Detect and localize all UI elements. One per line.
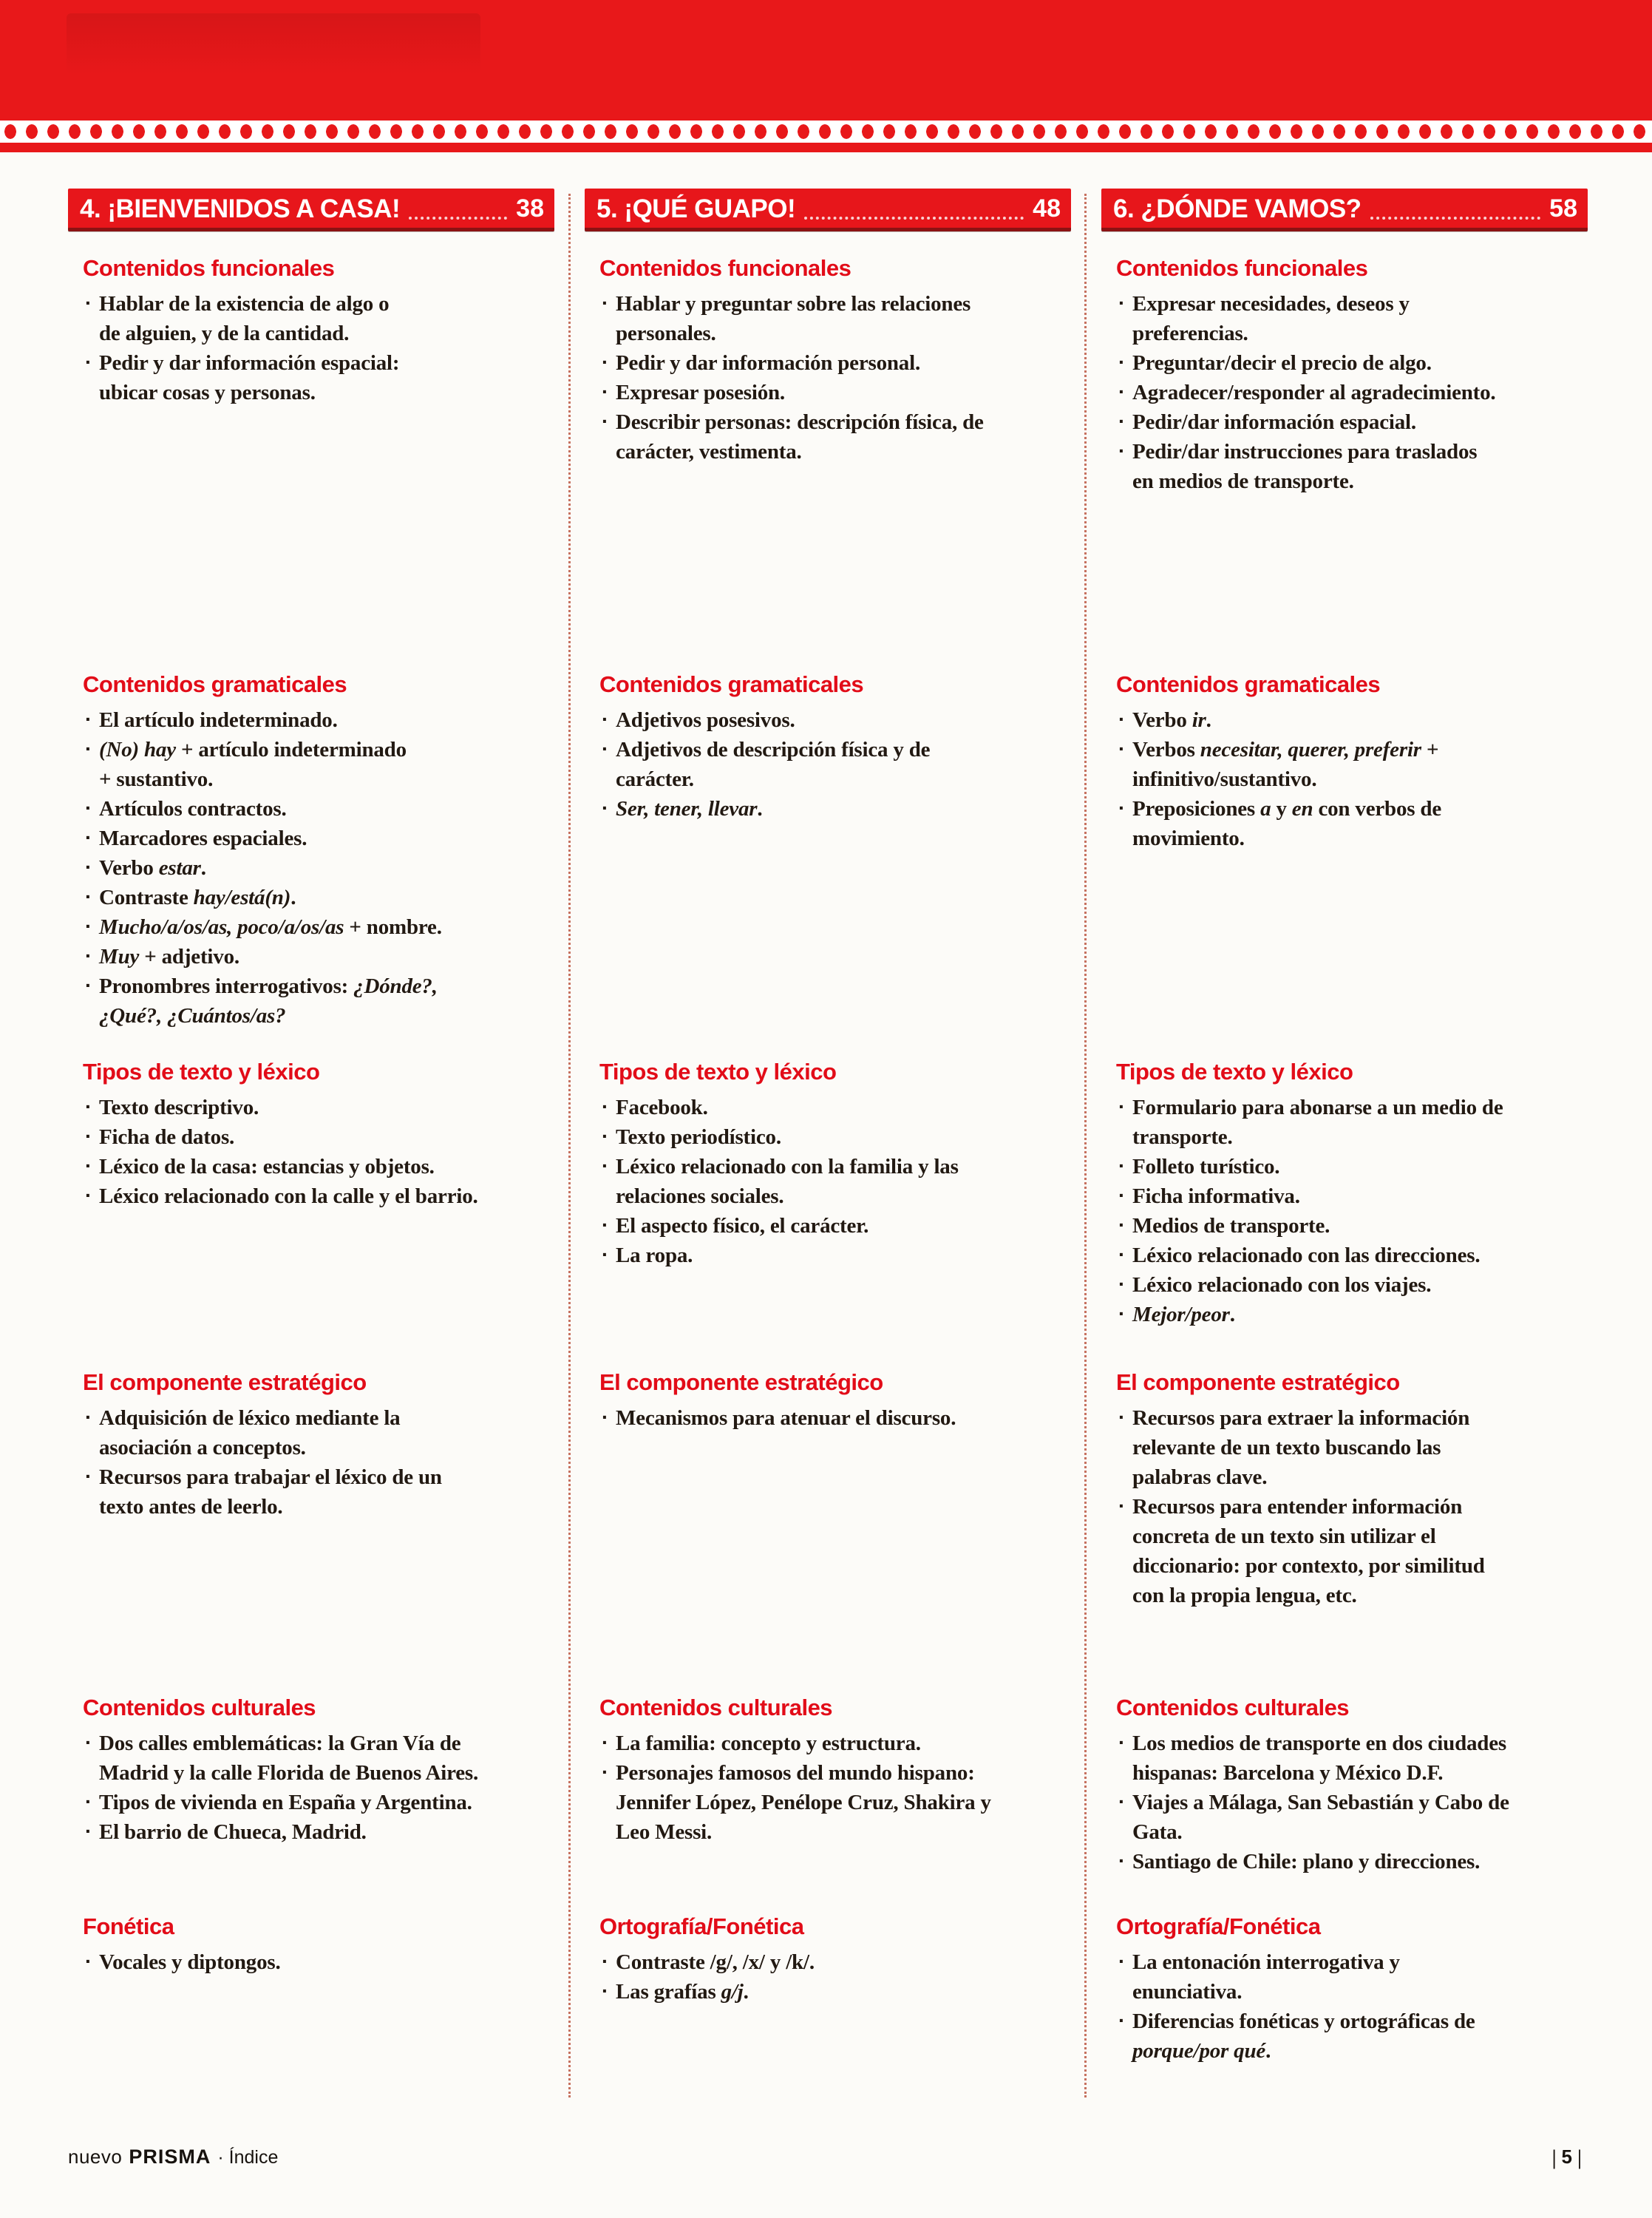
list-item: · Personajes famosos del mundo hispano: Jennifer López, Penélope Cruz, Shakira y Leo Messi. xyxy=(599,1758,1071,1847)
list-item: · Artículos contractos. xyxy=(83,794,554,824)
content-list xyxy=(1116,705,1588,853)
section-heading: Contenidos culturales xyxy=(83,1695,316,1720)
section-funcionales xyxy=(68,255,554,671)
unit-page-number: 38 xyxy=(516,194,544,223)
list-item: · Hablar de la existencia de algo o de alguien, y de la cantidad. xyxy=(83,289,554,348)
list-item: · Describir personas: descripción física, de carácter, vestimenta. xyxy=(599,407,1071,467)
section-heading: Contenidos culturales xyxy=(599,1695,833,1720)
list-item: · El aspecto físico, el carácter. xyxy=(599,1211,1071,1241)
list-item: · Recursos para extraer la información relevante de un texto buscando las palabras clave. xyxy=(1116,1403,1588,1492)
section-fonetica xyxy=(68,1913,554,2098)
content-list xyxy=(1116,1403,1588,1610)
section-estrategico xyxy=(585,1369,1071,1695)
content-list xyxy=(1116,1947,1588,2066)
list-item: · Recursos para trabajar el léxico de un texto antes de leerlo. xyxy=(83,1462,554,1522)
list-item: · Mejor/peor. xyxy=(1116,1300,1588,1329)
list-item: · Léxico relacionado con las direcciones. xyxy=(1116,1241,1588,1270)
list-item: · Verbos necesitar, querer, preferir + infinitivo/sustantivo. xyxy=(1116,735,1588,794)
section-heading: El componente estratégico xyxy=(599,1369,883,1395)
list-item: · Viajes a Málaga, San Sebastián y Cabo de Gata. xyxy=(1116,1788,1588,1847)
section-gramaticales xyxy=(585,671,1071,1059)
section-ortografia-fonetica xyxy=(1101,1913,1588,2098)
list-item: · Adquisición de léxico mediante la asociación a conceptos. xyxy=(83,1403,554,1462)
list-item: · Mucho/a/os/as, poco/a/os/as + nombre. xyxy=(83,912,554,942)
units-columns xyxy=(68,189,1588,2098)
section-tipos-texto xyxy=(1101,1059,1588,1369)
list-item: · Adjetivos de descripción física y de carácter. xyxy=(599,735,1071,794)
list-item: · Muy + adjetivo. xyxy=(83,942,554,971)
content-list xyxy=(599,289,1071,467)
unit-column-6 xyxy=(1101,189,1588,2098)
list-item: · Expresar necesidades, deseos y preferencias. xyxy=(1116,289,1588,348)
unit-header xyxy=(585,189,1071,231)
content-list xyxy=(599,1403,1071,1433)
section-culturales xyxy=(1101,1695,1588,1913)
list-item: · El artículo indeterminado. xyxy=(83,705,554,735)
list-item: · Verbo estar. xyxy=(83,853,554,883)
content-list xyxy=(83,705,554,1031)
content-list xyxy=(83,1947,554,1977)
list-item: · Léxico relacionado con la familia y las relaciones sociales. xyxy=(599,1152,1071,1211)
list-item: · Santiago de Chile: plano y direcciones. xyxy=(1116,1847,1588,1876)
list-item: · La familia: concepto y estructura. xyxy=(599,1729,1071,1758)
section-heading: Contenidos gramaticales xyxy=(1116,671,1381,697)
section-heading: Tipos de texto y léxico xyxy=(599,1059,837,1085)
section-heading: El componente estratégico xyxy=(83,1369,367,1395)
list-item: · El barrio de Chueca, Madrid. xyxy=(83,1817,554,1847)
section-heading: Ortografía/Fonética xyxy=(1116,1913,1321,1939)
list-item: · Pronombres interrogativos: ¿Dónde?, ¿Qué?, ¿Cuántos/as? xyxy=(83,971,554,1031)
list-item: · Expresar posesión. xyxy=(599,378,1071,407)
content-list xyxy=(83,1093,554,1211)
page-number: 5 xyxy=(1561,2146,1573,2168)
dotted-leader xyxy=(409,217,507,220)
section-heading: Tipos de texto y léxico xyxy=(83,1059,320,1085)
brand-logo: PRISMA xyxy=(129,2146,211,2168)
section-ortografia-fonetica xyxy=(585,1913,1071,2098)
list-item: · Medios de transporte. xyxy=(1116,1211,1588,1241)
list-item: · Adjetivos posesivos. xyxy=(599,705,1071,735)
list-item: · Ser, tener, llevar. xyxy=(599,794,1071,824)
section-heading: Contenidos funcionales xyxy=(599,255,852,281)
page-number-bar-left: | xyxy=(1551,2146,1557,2169)
section-heading: Tipos de texto y léxico xyxy=(1116,1059,1353,1085)
list-item: · Léxico relacionado con la calle y el barrio. xyxy=(83,1181,554,1211)
unit-title: 4. ¡BIENVENIDOS A CASA! xyxy=(80,194,401,223)
unit-column-5 xyxy=(585,189,1071,2098)
list-item: · La entonación interrogativa y enunciativa. xyxy=(1116,1947,1588,2007)
content-list xyxy=(83,289,554,407)
unit-column-4 xyxy=(68,189,554,2098)
list-item: · (No) hay + artículo indeterminado + sustantivo. xyxy=(83,735,554,794)
unit-title: 6. ¿DÓNDE VAMOS? xyxy=(1113,194,1362,223)
list-item: · Diferencias fonéticas y ortográficas de porque/por qué. xyxy=(1116,2007,1588,2066)
list-item: · Ficha de datos. xyxy=(83,1122,554,1152)
section-funcionales xyxy=(585,255,1071,671)
list-item: · Agradecer/responder al agradecimiento. xyxy=(1116,378,1588,407)
unit-header xyxy=(1101,189,1588,231)
section-gramaticales xyxy=(68,671,554,1059)
section-heading: Contenidos gramaticales xyxy=(83,671,347,697)
section-heading: Contenidos funcionales xyxy=(1116,255,1368,281)
list-item: · Recursos para entender información concreta de un texto sin utilizar el diccionario: por contexto, por similitud con la propia lengua, etc. xyxy=(1116,1492,1588,1610)
section-estrategico xyxy=(1101,1369,1588,1695)
list-item: · Facebook. xyxy=(599,1093,1071,1122)
section-tipos-texto xyxy=(68,1059,554,1369)
list-item: · Texto periodístico. xyxy=(599,1122,1071,1152)
list-item: · Contraste /g/, /x/ y /k/. xyxy=(599,1947,1071,1977)
footer-section-label: · Índice xyxy=(217,2147,279,2168)
list-item: · Folleto turístico. xyxy=(1116,1152,1588,1181)
banner-faded-print xyxy=(67,13,480,75)
unit-page-number: 58 xyxy=(1549,194,1577,223)
section-funcionales xyxy=(1101,255,1588,671)
section-culturales xyxy=(585,1695,1071,1913)
dotted-leader xyxy=(1370,217,1541,220)
list-item: · Ficha informativa. xyxy=(1116,1181,1588,1211)
content-list xyxy=(599,1093,1071,1270)
section-heading: Contenidos gramaticales xyxy=(599,671,864,697)
list-item: · La ropa. xyxy=(599,1241,1071,1270)
section-heading: Contenidos funcionales xyxy=(83,255,335,281)
brand-prefix: nuevo xyxy=(68,2146,123,2168)
unit-title: 5. ¡QUÉ GUAPO! xyxy=(596,194,796,223)
list-item: · Formulario para abonarse a un medio de transporte. xyxy=(1116,1093,1588,1152)
top-red-banner xyxy=(0,0,1652,121)
section-heading: Ortografía/Fonética xyxy=(599,1913,804,1939)
content-list xyxy=(599,705,1071,824)
content-list xyxy=(1116,1729,1588,1876)
page-number-marker xyxy=(1552,2146,1582,2168)
list-item: · Pedir/dar instrucciones para traslados en medios de transporte. xyxy=(1116,437,1588,496)
list-item: · Preposiciones a y en con verbos de movimiento. xyxy=(1116,794,1588,853)
content-list xyxy=(599,1947,1071,2007)
list-item: · Verbo ir. xyxy=(1116,705,1588,735)
list-item: · Hablar y preguntar sobre las relaciones personales. xyxy=(599,289,1071,348)
unit-page-number: 48 xyxy=(1033,194,1061,223)
page-number-bar-right: | xyxy=(1577,2146,1582,2169)
section-heading: Fonética xyxy=(83,1913,174,1939)
list-item: · Mecanismos para atenuar el discurso. xyxy=(599,1403,1071,1433)
list-item: · Vocales y diptongos. xyxy=(83,1947,554,1977)
content-list xyxy=(83,1403,554,1522)
content-list xyxy=(1116,289,1588,496)
list-item: · Pedir y dar información espacial: ubicar cosas y personas. xyxy=(83,348,554,407)
list-item: · Las grafías g/j. xyxy=(599,1977,1071,2007)
red-dots-strip xyxy=(0,121,1652,143)
list-item: · Pedir y dar información personal. xyxy=(599,348,1071,378)
section-gramaticales xyxy=(1101,671,1588,1059)
thin-red-band xyxy=(0,143,1652,152)
list-item: · Léxico de la casa: estancias y objetos. xyxy=(83,1152,554,1181)
dotted-leader xyxy=(804,217,1024,220)
footer-brand xyxy=(68,2146,278,2168)
list-item: · Léxico relacionado con los viajes. xyxy=(1116,1270,1588,1300)
unit-header xyxy=(68,189,554,231)
content-list xyxy=(1116,1093,1588,1329)
section-heading: Contenidos culturales xyxy=(1116,1695,1350,1720)
list-item: · Contraste hay/está(n). xyxy=(83,883,554,912)
content-list xyxy=(83,1729,554,1847)
section-estrategico xyxy=(68,1369,554,1695)
section-tipos-texto xyxy=(585,1059,1071,1369)
section-culturales xyxy=(68,1695,554,1913)
content-list xyxy=(599,1729,1071,1847)
list-item: · Texto descriptivo. xyxy=(83,1093,554,1122)
list-item: · Los medios de transporte en dos ciudades hispanas: Barcelona y México D.F. xyxy=(1116,1729,1588,1788)
section-heading: El componente estratégico xyxy=(1116,1369,1400,1395)
page-footer xyxy=(68,2146,1582,2168)
list-item: · Pedir/dar información espacial. xyxy=(1116,407,1588,437)
list-item: · Dos calles emblemáticas: la Gran Vía de Madrid y la calle Florida de Buenos Aires. xyxy=(83,1729,554,1788)
list-item: · Marcadores espaciales. xyxy=(83,824,554,853)
list-item: · Tipos de vivienda en España y Argentina. xyxy=(83,1788,554,1817)
list-item: · Preguntar/decir el precio de algo. xyxy=(1116,348,1588,378)
